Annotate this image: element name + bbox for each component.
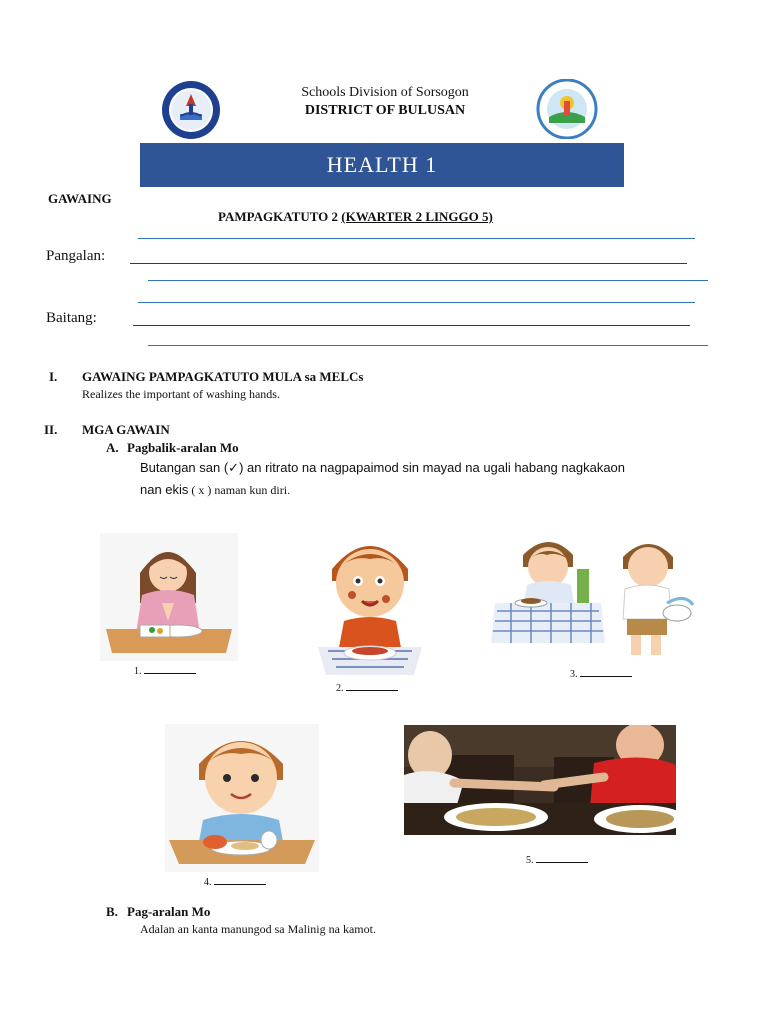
picture-5-answer-blank[interactable] (536, 852, 588, 863)
picture-1-answer-blank[interactable] (144, 663, 196, 674)
subject-title: HEALTH 1 (326, 152, 438, 177)
partB-heading: Pag-aralan Mo (127, 904, 211, 919)
name-field-line[interactable] (130, 263, 687, 264)
partA-instruction-1: Butangan san (✓) an ritrato na nagpapaimod sin mayad na ugali habang nagkakaon (140, 460, 626, 475)
section1-text: Realizes the important of washing hands. (82, 387, 280, 401)
picture-2-number: 2. (336, 683, 344, 694)
partA-letter: A. (106, 440, 119, 455)
partB-letter: B. (106, 904, 118, 919)
picture-1-number: 1. (134, 666, 142, 677)
partA-instruction-2b: ( x ) naman kun diri. (188, 483, 291, 497)
section1-heading: GAWAING PAMPAGKATUTO MULA sa MELCs (82, 369, 364, 384)
partA-instruction-2 (140, 481, 290, 499)
grade-field-line[interactable] (133, 325, 690, 326)
blue-rule-1 (138, 238, 695, 239)
picture-3-answer-blank[interactable] (580, 666, 632, 677)
picture-4-number: 4. (204, 877, 212, 888)
division-seal-icon (535, 79, 599, 139)
picture-4-answer-blank[interactable] (214, 874, 266, 885)
picture-2-boy-spaghetti (318, 529, 422, 677)
division-name: Schools Division of Sorsogon (301, 85, 469, 100)
activity-title-prefix: PAMPAGKATUTO 2 (218, 209, 342, 224)
name-label: Pangalan: (46, 248, 106, 264)
picture-5-number: 5. (526, 855, 534, 866)
blue-rule-4 (148, 345, 708, 346)
picture-5-caption (526, 852, 588, 866)
grade-label: Baitang: (46, 310, 97, 326)
picture-3-boy-eating-washing (491, 533, 697, 661)
section2-heading: MGA GAWAIN (82, 422, 170, 437)
picture-1-caption (134, 663, 196, 677)
deped-seal-icon (160, 80, 222, 140)
picture-2-answer-blank[interactable] (346, 680, 398, 691)
activity-title-quarter: (KWARTER 2 LINGGO 5) (341, 209, 493, 224)
picture-1-girl-praying (100, 533, 238, 661)
district-name: DISTRICT OF BULUSAN (304, 103, 466, 118)
picture-5-children-fighting-photo (404, 725, 676, 835)
picture-4-boy-eating (165, 724, 319, 872)
partB-text: Adalan an kanta manungod sa Malinig na kamot. (140, 922, 376, 936)
partA-heading: Pagbalik-aralan Mo (127, 440, 239, 455)
picture-4-caption (204, 874, 266, 888)
partA-instruction-2a: nan ekis (140, 482, 189, 497)
section2-number: II. (44, 422, 58, 437)
blue-rule-3 (138, 302, 695, 303)
picture-2-caption (336, 680, 398, 694)
activity-title-line1: GAWAING (48, 191, 112, 206)
picture-3-caption (570, 666, 632, 680)
activity-title-line2 (218, 209, 493, 225)
picture-3-number: 3. (570, 669, 578, 680)
subject-title-bar (140, 143, 624, 187)
blue-rule-2 (148, 280, 708, 281)
section1-number: I. (49, 369, 58, 384)
